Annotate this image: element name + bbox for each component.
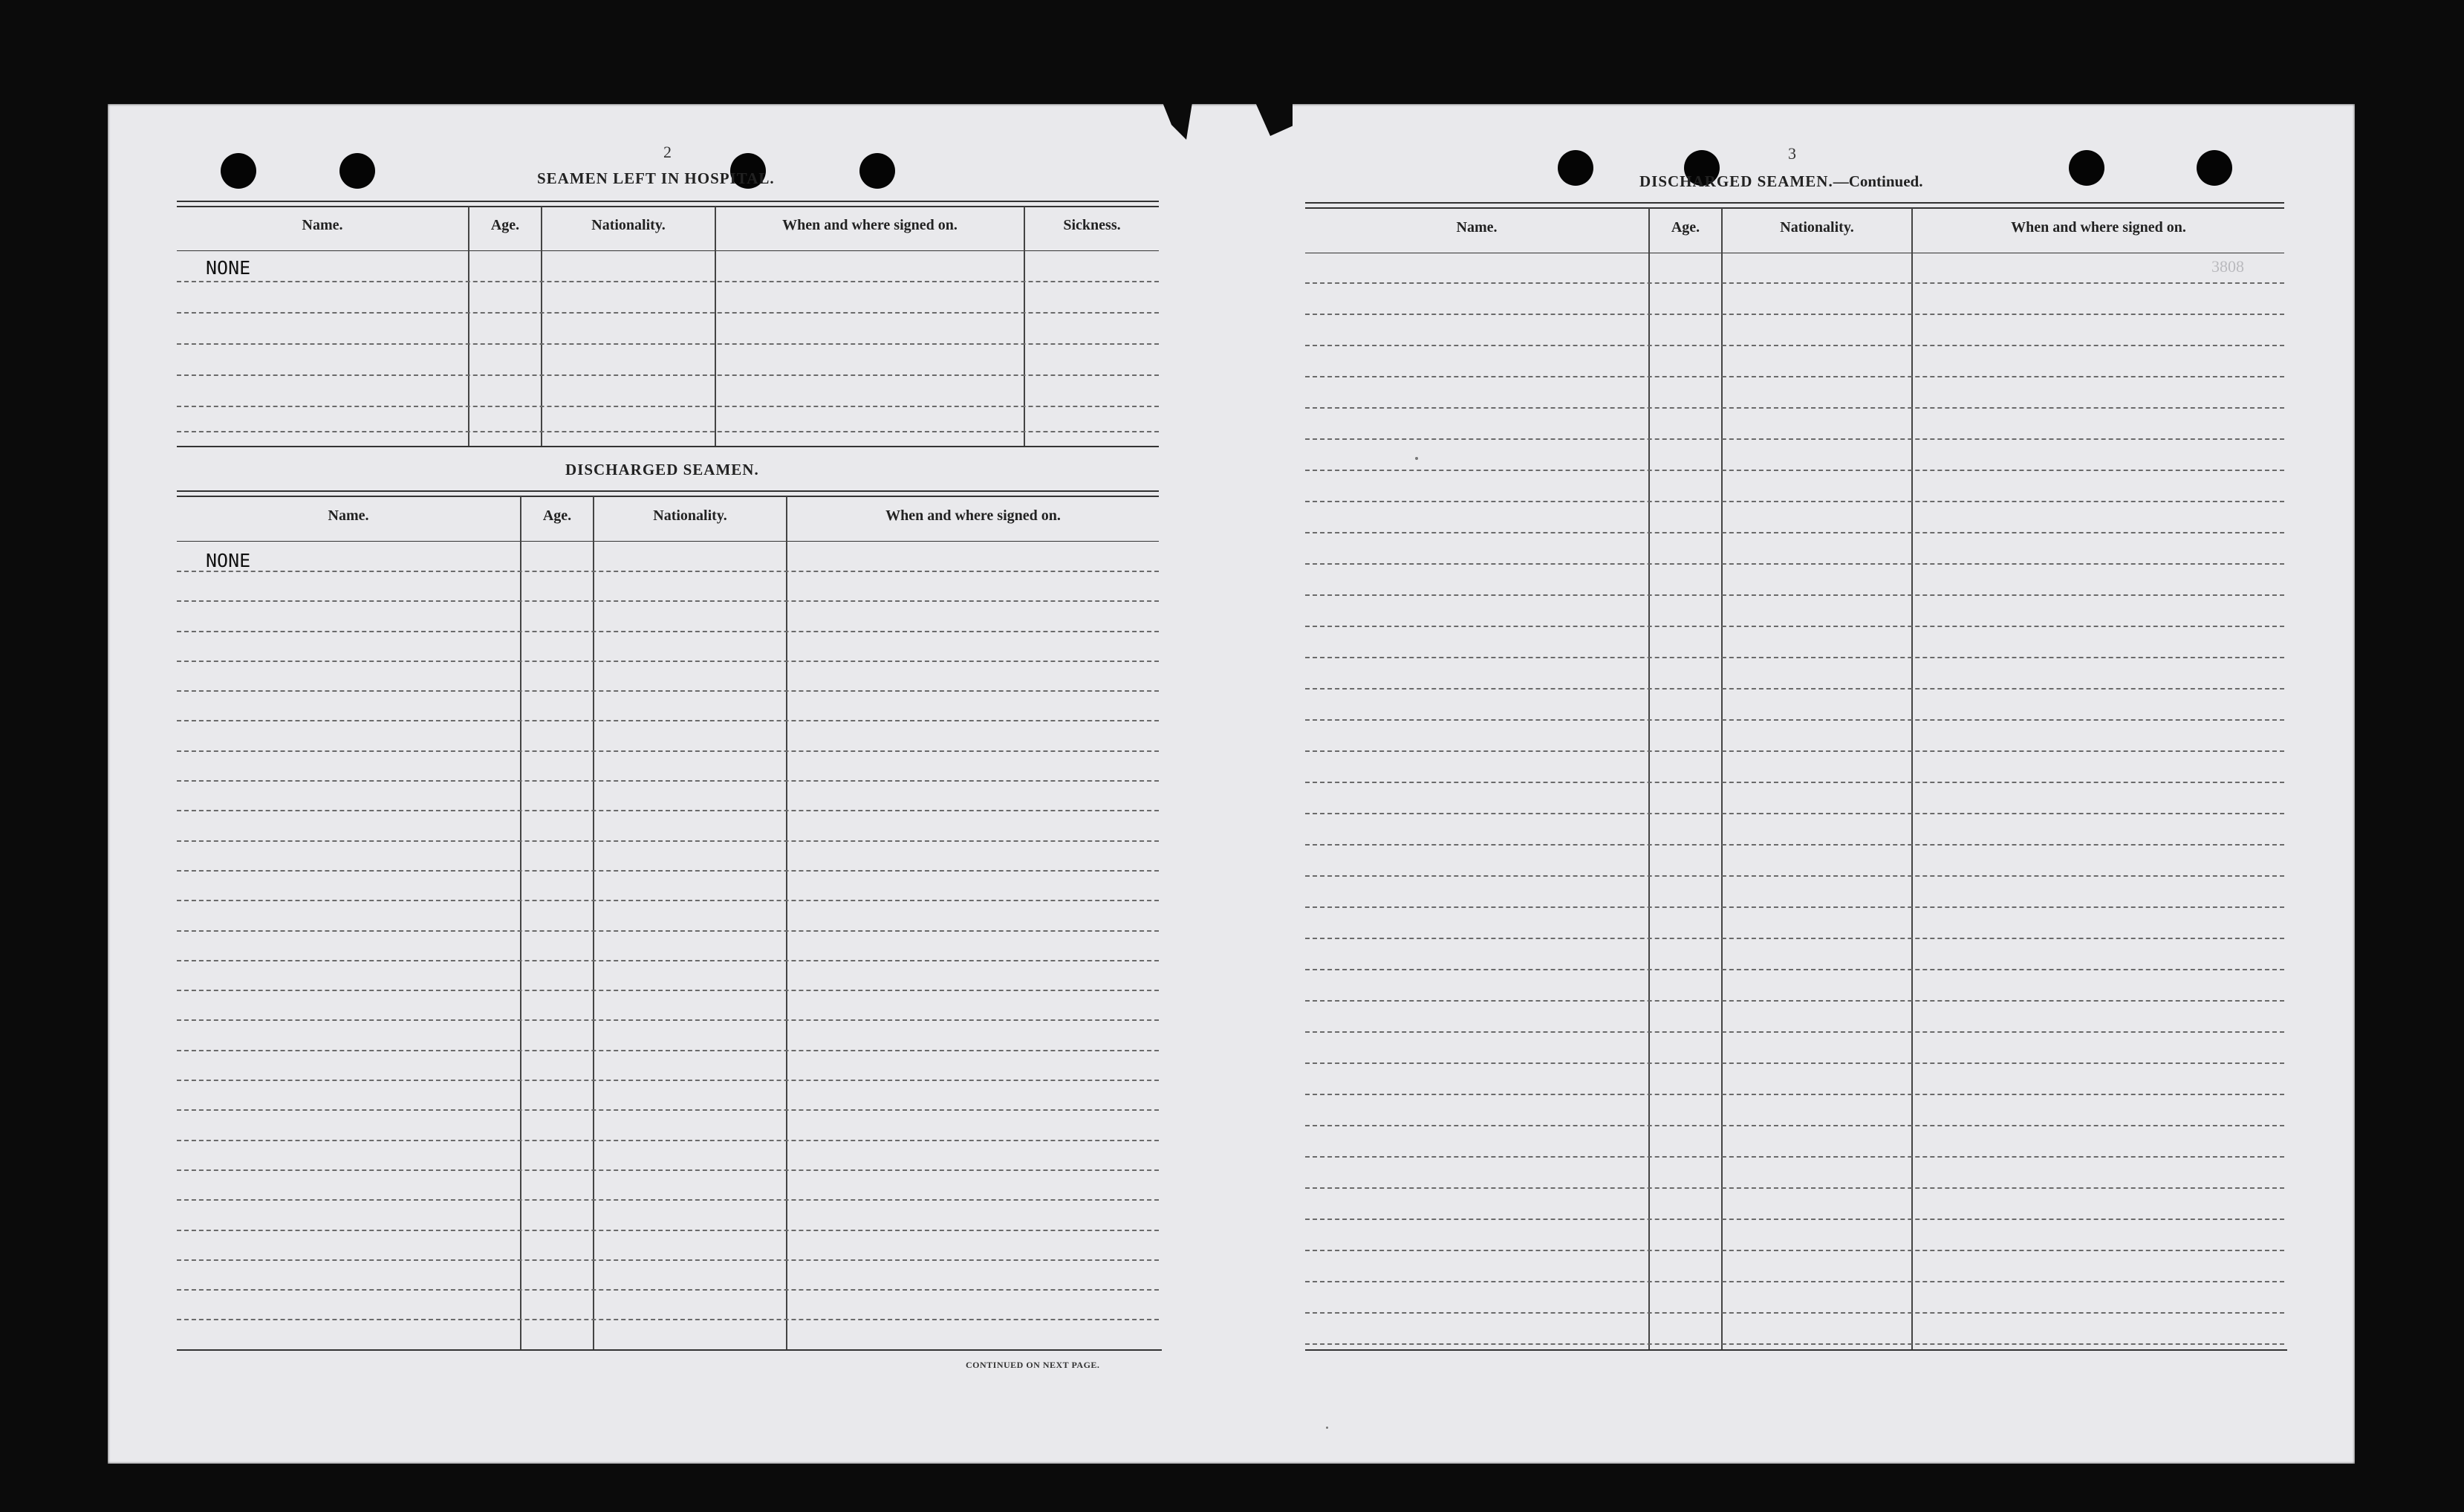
header-rule xyxy=(177,250,1159,251)
column-header-sickness: Sickness. xyxy=(1063,217,1121,233)
table-top-rule xyxy=(177,496,1159,497)
ruled-line xyxy=(177,1230,1159,1231)
ruled-line xyxy=(1305,844,2284,846)
ruled-line xyxy=(177,1289,1159,1291)
torn-edge xyxy=(1163,103,1192,140)
ruled-line xyxy=(177,900,1159,901)
ruled-line xyxy=(1305,1031,2284,1033)
ruled-line xyxy=(177,930,1159,932)
ruled-line xyxy=(1305,563,2284,565)
continued-note: CONTINUED ON NEXT PAGE. xyxy=(966,1360,1100,1370)
title-text: DISCHARGED SEAMEN. xyxy=(1639,172,1833,190)
ruled-line xyxy=(177,960,1159,961)
ruled-line xyxy=(177,1199,1159,1201)
ruled-line xyxy=(1305,282,2284,284)
table-bottom-rule xyxy=(1305,1349,2287,1351)
ruled-line xyxy=(177,1259,1159,1261)
punch-hole xyxy=(2069,150,2104,186)
ruled-line xyxy=(1305,969,2284,970)
ruled-line xyxy=(177,406,1159,407)
punch-hole xyxy=(339,153,375,189)
ruled-line xyxy=(1305,1281,2284,1282)
ruled-line xyxy=(177,750,1159,752)
ruled-line xyxy=(177,720,1159,721)
table-top-rule xyxy=(177,490,1159,492)
column-header-signed-on: When and where signed on. xyxy=(782,217,958,233)
ruled-line xyxy=(177,1080,1159,1081)
ruled-line xyxy=(1305,1156,2284,1158)
ruled-line xyxy=(177,840,1159,842)
column-header-age: Age. xyxy=(1671,219,1700,236)
table-top-rule xyxy=(1305,207,2284,209)
page-number: 2 xyxy=(663,143,672,161)
table-top-rule xyxy=(177,206,1159,207)
ruled-line xyxy=(177,1169,1159,1171)
ruled-line xyxy=(1305,1125,2284,1126)
column-divider xyxy=(786,496,787,1349)
column-header-age: Age. xyxy=(490,217,520,233)
ruled-line xyxy=(177,1019,1159,1021)
ruled-line xyxy=(1305,813,2284,814)
column-header-signed-on: When and where signed on. xyxy=(2011,219,2186,236)
ruled-line xyxy=(1305,376,2284,377)
column-divider xyxy=(715,207,716,446)
ruled-line xyxy=(1305,1312,2284,1314)
ruled-line xyxy=(177,431,1159,432)
ruled-line xyxy=(1305,501,2284,502)
ruled-line xyxy=(1305,906,2284,908)
ruled-line xyxy=(177,1109,1159,1111)
header-rule xyxy=(177,541,1159,542)
ruled-line xyxy=(177,374,1159,376)
ruled-line xyxy=(177,990,1159,991)
punch-hole xyxy=(859,153,895,189)
bleed-through-text: 3808 xyxy=(2211,257,2244,276)
table-bottom-rule xyxy=(177,1349,1162,1351)
ruled-line xyxy=(1305,314,2284,315)
ruled-line xyxy=(1305,594,2284,596)
ruled-line xyxy=(1305,1219,2284,1220)
punch-hole xyxy=(221,153,256,189)
column-divider xyxy=(1911,208,1913,1349)
ruled-line xyxy=(1305,1343,2284,1345)
column-header-name: Name. xyxy=(1456,219,1498,236)
hospital-entry: NONE xyxy=(206,257,251,279)
table-top-rule xyxy=(1305,202,2284,204)
ruled-line xyxy=(177,571,1159,572)
ruled-line xyxy=(1305,626,2284,627)
section-title-discharged: DISCHARGED SEAMEN. xyxy=(565,461,759,478)
ruled-line xyxy=(1305,345,2284,346)
ruled-line xyxy=(1305,1187,2284,1189)
ruled-line xyxy=(1305,1062,2284,1064)
ruled-line xyxy=(1305,532,2284,533)
column-divider xyxy=(593,496,594,1349)
column-header-age: Age. xyxy=(542,507,572,524)
page-number: 3 xyxy=(1788,144,1796,163)
ruled-line xyxy=(177,690,1159,692)
ruled-line xyxy=(177,661,1159,662)
column-header-name: Name. xyxy=(328,507,369,524)
paper-speck xyxy=(1415,457,1418,460)
ruled-line xyxy=(177,780,1159,782)
ruled-line xyxy=(1305,938,2284,939)
title-suffix: —Continued. xyxy=(1833,172,1923,190)
ruled-line xyxy=(177,631,1159,632)
column-header-nationality: Nationality. xyxy=(653,507,727,524)
section-title-hospital: SEAMEN LEFT IN HOSPITAL. xyxy=(537,169,775,187)
ruled-line xyxy=(1305,657,2284,658)
ruled-line xyxy=(1305,470,2284,471)
ruled-line xyxy=(177,1140,1159,1141)
punch-hole xyxy=(1558,150,1593,186)
paper-speck xyxy=(1326,1427,1328,1429)
column-divider xyxy=(520,496,521,1349)
ruled-line xyxy=(1305,750,2284,752)
section-title-discharged-continued xyxy=(1639,172,1922,191)
ruled-line xyxy=(177,281,1159,282)
document-sheet xyxy=(108,104,2355,1464)
torn-edge xyxy=(1255,103,1293,136)
ruled-line xyxy=(177,343,1159,345)
ruled-line xyxy=(177,870,1159,872)
ruled-line xyxy=(1305,407,2284,409)
ruled-line xyxy=(177,1319,1159,1320)
column-divider xyxy=(1024,207,1025,446)
ruled-line xyxy=(1305,782,2284,783)
column-header-nationality: Nationality. xyxy=(1780,219,1854,236)
column-header-nationality: Nationality. xyxy=(591,217,666,233)
ruled-line xyxy=(1305,438,2284,440)
column-divider xyxy=(1721,208,1723,1349)
ruled-line xyxy=(177,810,1159,811)
ruled-line xyxy=(1305,875,2284,877)
column-header-signed-on: When and where signed on. xyxy=(885,507,1061,524)
column-divider xyxy=(468,207,469,446)
table-top-rule xyxy=(177,201,1159,202)
ruled-line xyxy=(177,1050,1159,1051)
ruled-line xyxy=(1305,688,2284,690)
discharged-entry: NONE xyxy=(206,550,251,571)
ruled-line xyxy=(177,600,1159,602)
punch-hole xyxy=(2197,150,2232,186)
table-bottom-rule xyxy=(177,446,1159,447)
column-divider xyxy=(1648,208,1650,1349)
ruled-line xyxy=(1305,719,2284,721)
ruled-line xyxy=(1305,1000,2284,1002)
ruled-line xyxy=(177,312,1159,314)
column-divider xyxy=(541,207,542,446)
column-header-name: Name. xyxy=(302,217,343,233)
ruled-line xyxy=(1305,1094,2284,1095)
ruled-line xyxy=(1305,1250,2284,1251)
